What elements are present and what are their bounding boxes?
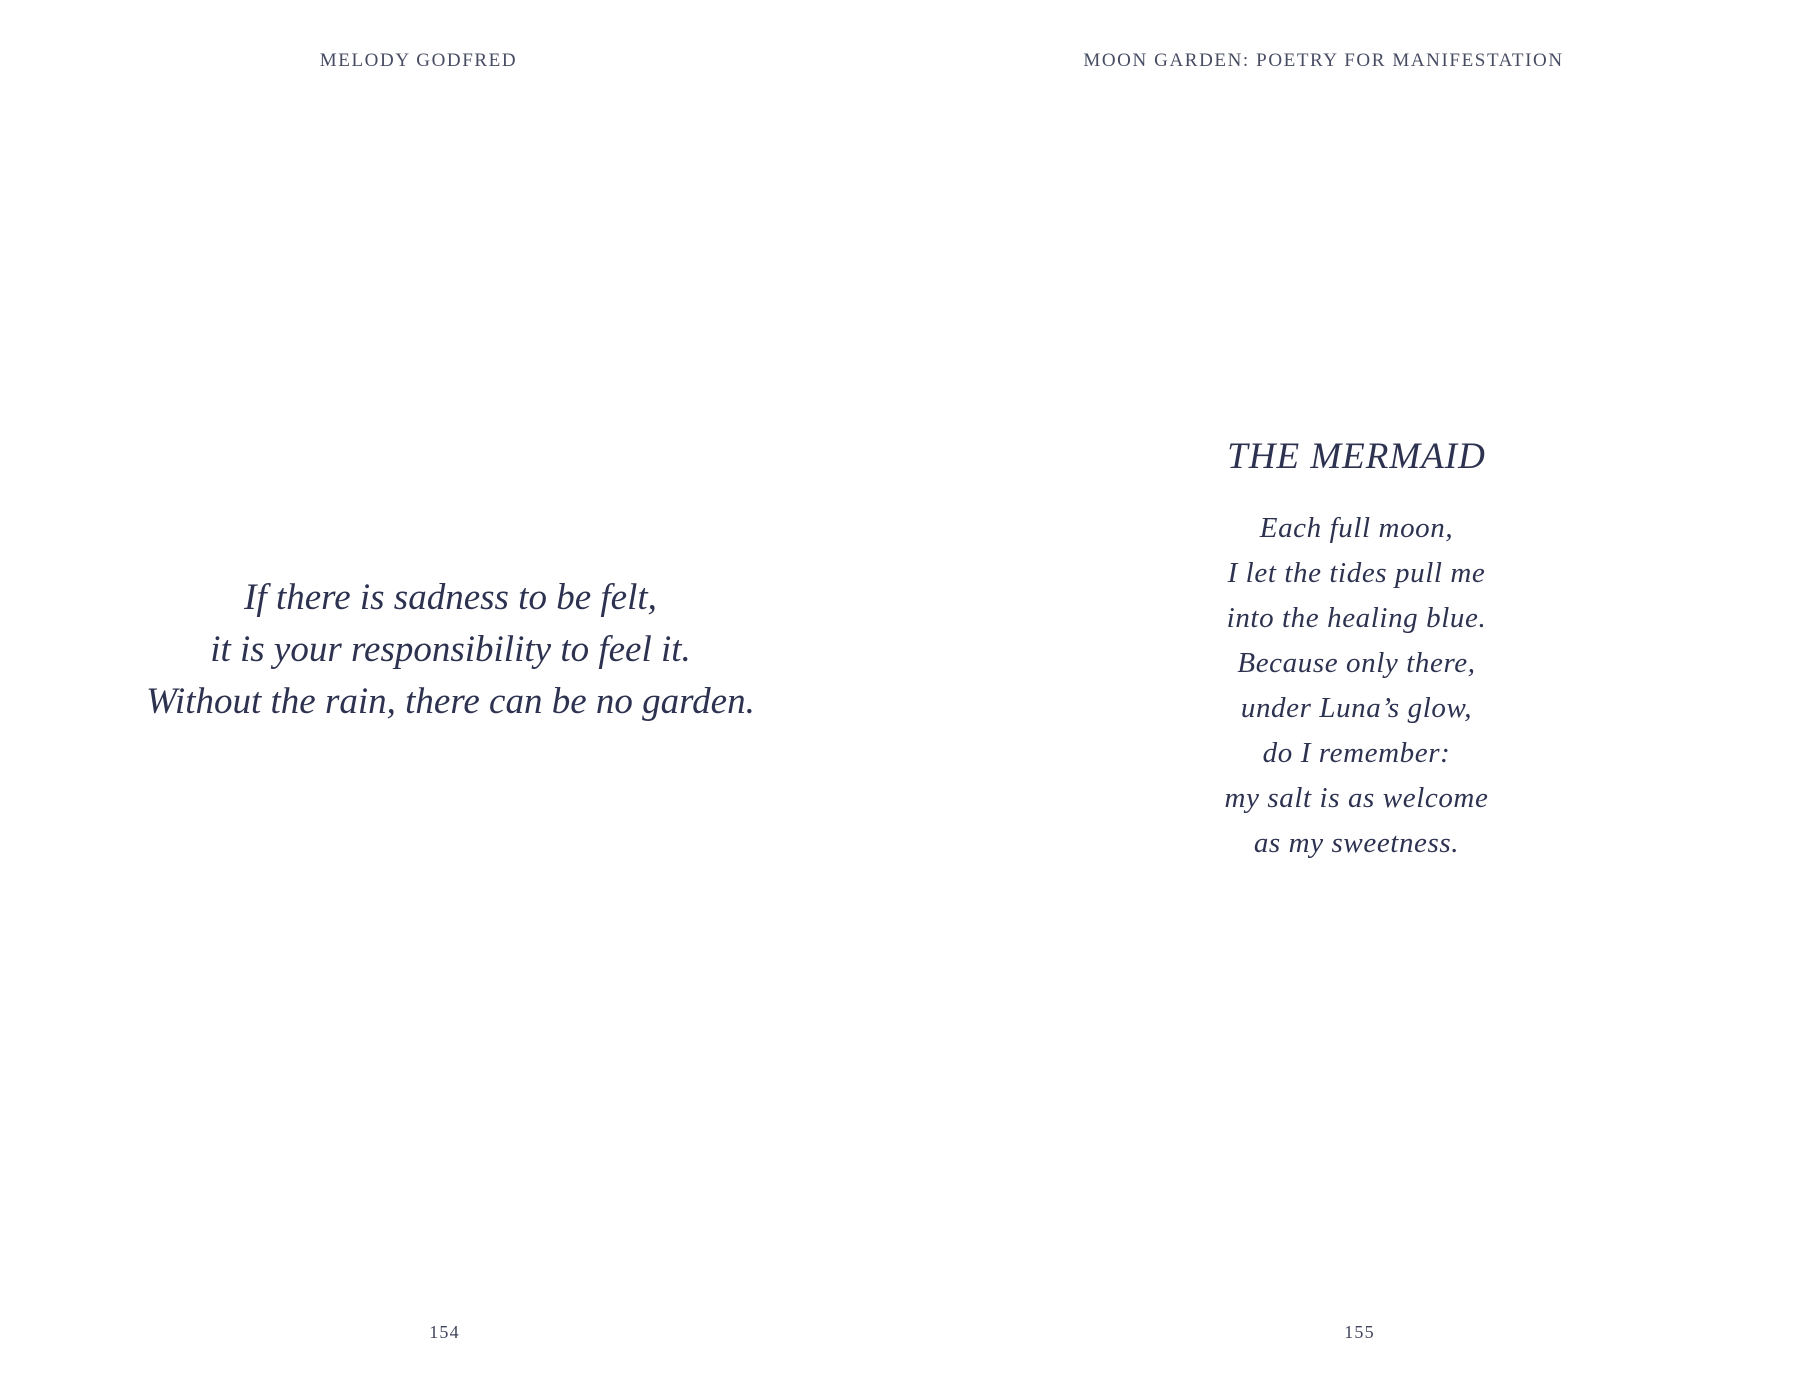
right-poem-line: do I remember: <box>1262 737 1451 769</box>
left-poem-line: If there is sadness to be felt, <box>244 577 657 618</box>
left-poem-line: Without the rain, there can be no garden. <box>146 681 755 722</box>
right-poem-line: into the healing blue. <box>1226 602 1487 634</box>
right-poem-line: as my sweetness. <box>1253 827 1460 859</box>
right-poem-line: Each full moon, <box>1259 512 1454 544</box>
right-poem <box>906 506 1802 866</box>
left-page-number: 154 <box>429 1322 460 1342</box>
right-poem-line: I let the tides pull me <box>1227 557 1486 589</box>
poem-title: THE MERMAID <box>1227 436 1486 477</box>
left-poem <box>0 572 901 728</box>
right-page-number: 155 <box>1344 1322 1375 1342</box>
right-poem-line: under Luna’s glow, <box>1240 692 1473 724</box>
left-running-head: MELODY GODFRED <box>319 50 518 71</box>
right-poem-line: Because only there, <box>1237 647 1476 679</box>
right-page <box>901 0 1802 1396</box>
left-poem-line: it is your responsibility to feel it. <box>210 629 691 670</box>
right-running-head: MOON GARDEN: POETRY FOR MANIFESTATION <box>1083 50 1564 71</box>
right-poem-line: my salt is as welcome <box>1224 782 1489 814</box>
